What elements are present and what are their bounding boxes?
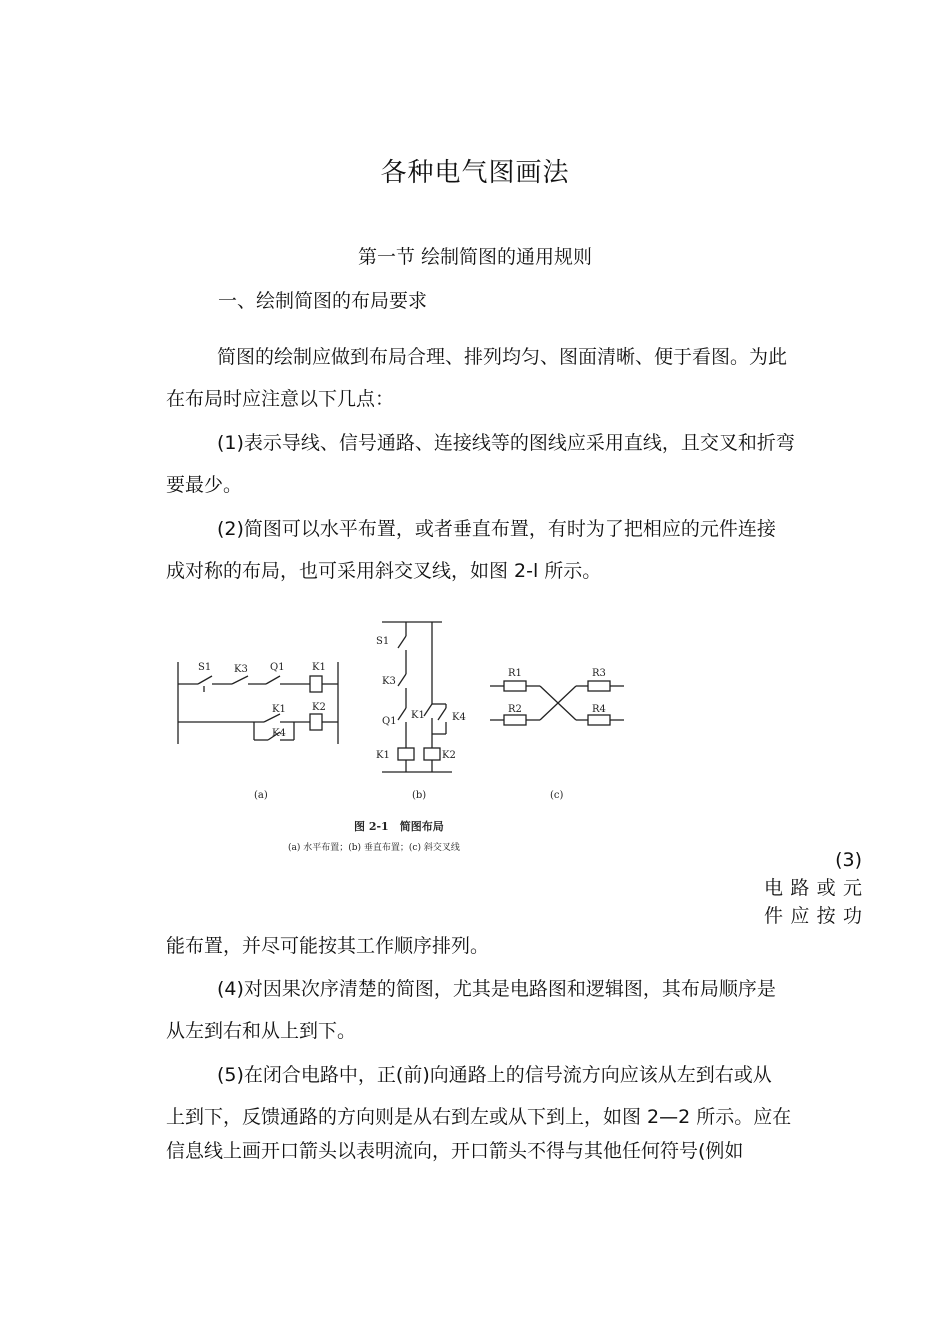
p2-line-2: 成对称的布局，也可采用斜交叉线，如图 2-l 所示。	[166, 560, 602, 582]
paragraph-intro	[166, 336, 862, 420]
circuit-diagram	[168, 612, 628, 862]
intro-line-1: 简图的绘制应做到布局合理、排列均匀、图面清晰、便于看图。为此	[217, 346, 788, 368]
p4-line-1: (4)对因果次序清楚的简图，尤其是电路图和逻辑图，其布局顺序是	[217, 978, 776, 1000]
label-k2: K2	[312, 702, 326, 713]
p5-line-2: 上到下，反馈通路的方向则是从右到左或从下到上，如图 2—2 所示。应在	[166, 1106, 792, 1128]
figure-2-1	[168, 612, 628, 862]
section-heading: 第一节 绘制简图的通用规则	[357, 246, 593, 268]
p5-line-1: (5)在闭合电路中，正(前)向通路上的信号流方向应该从左到右或从	[217, 1064, 772, 1086]
label-r4: R4	[592, 704, 606, 715]
page-title: 各种电气图画法	[380, 158, 570, 188]
paragraph-5	[166, 1054, 862, 1172]
p4-line-2: 从左到右和从上到下。	[166, 1020, 357, 1042]
label-k2-b: K2	[442, 750, 456, 761]
p3-side-line-1: 电路或元	[764, 877, 862, 899]
p3-label: (3)	[835, 849, 862, 871]
label-s1-b: S1	[376, 636, 390, 647]
label-r2: R2	[508, 704, 522, 715]
label-k1-coil-b: K1	[376, 750, 390, 761]
label-k1: K1	[312, 662, 326, 673]
label-k1-b: K1	[411, 710, 425, 721]
label-k1-contact: K1	[272, 704, 286, 715]
label-k4: K4	[272, 728, 286, 739]
figure-subcaption: (a) 水平布置；(b) 垂直布置；(c) 斜交叉线	[288, 843, 460, 853]
paragraph-4	[166, 968, 862, 1052]
paragraph-1	[166, 422, 862, 506]
p5-line-3: 信息线上画开口箭头以表明流向，开口箭头不得与其他任何符号(例如	[166, 1140, 744, 1162]
label-r3: R3	[592, 668, 606, 679]
label-k3-b: K3	[382, 676, 396, 687]
label-sub-a: (a)	[254, 790, 268, 801]
p3-side-line-2: 件应按功	[764, 905, 862, 927]
paragraph-2	[166, 508, 862, 592]
label-q1-b: Q1	[382, 716, 397, 727]
p2-line-1: (2)简图可以水平布置，或者垂直布置，有时为了把相应的元件连接	[217, 518, 776, 540]
label-r1: R1	[508, 668, 522, 679]
label-sub-c: (c)	[550, 790, 564, 801]
figure-caption: 图 2-1 简图布局	[354, 820, 444, 833]
subheading: 一、绘制简图的布局要求	[218, 290, 428, 312]
p1-line-1: (1)表示导线、信号通路、连接线等的图线应采用直线，且交叉和折弯	[217, 432, 795, 454]
label-sub-b: (b)	[412, 790, 427, 801]
label-s1: S1	[198, 662, 212, 673]
p3-line-2: 能布置，并尽可能按其工作顺序排列。	[166, 935, 490, 957]
label-k3: K3	[234, 664, 248, 675]
p1-line-2: 要最少。	[166, 474, 243, 496]
intro-line-2: 在布局时应注意以下几点：	[166, 388, 395, 410]
label-q1: Q1	[270, 662, 285, 673]
label-k4-b: K4	[452, 712, 466, 723]
